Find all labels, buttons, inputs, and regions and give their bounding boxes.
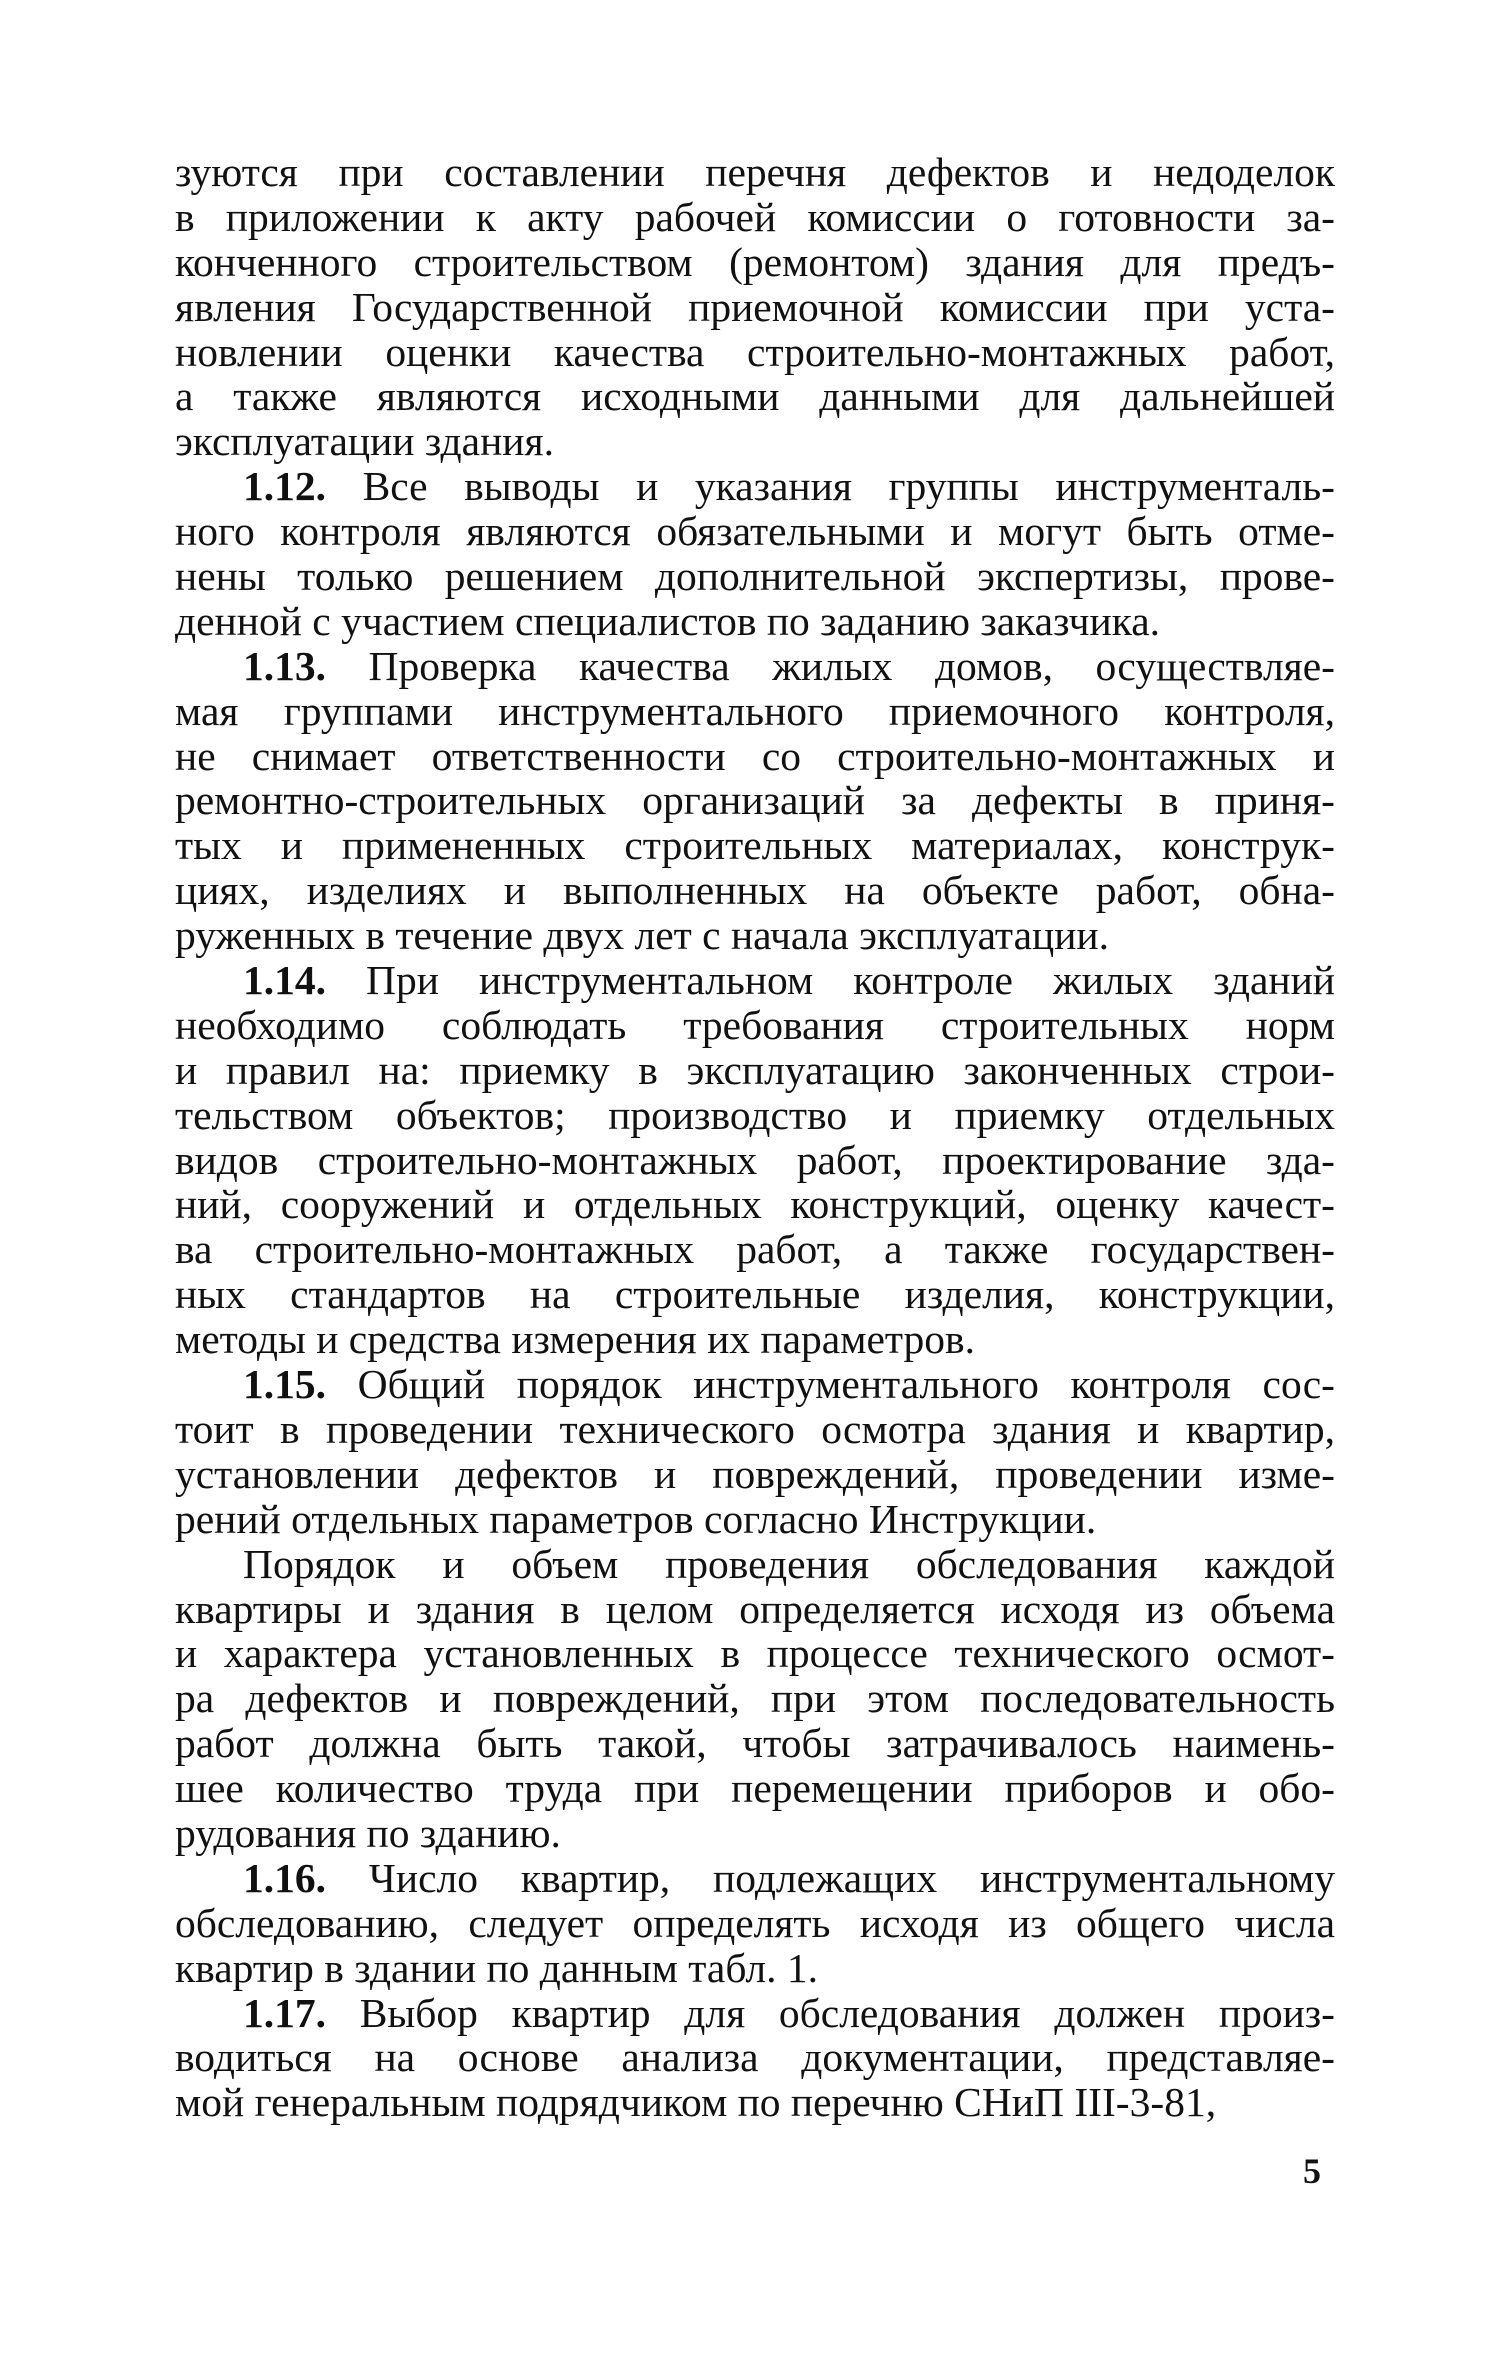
text-line (175, 689, 1335, 734)
line-text: и характера установленных в процессе технического осмот- (175, 1630, 1335, 1677)
text-line (175, 1721, 1335, 1766)
line-text: рудования по зданию. (175, 1809, 561, 1856)
text-line (175, 1991, 1335, 2036)
text-line (175, 1138, 1335, 1183)
text-line (175, 1003, 1335, 1048)
line-text: Все выводы и указания группы инструменталь- (326, 463, 1335, 510)
text-line (175, 554, 1335, 599)
line-text: ний, сооружений и отдельных конструкций, оценку качест- (175, 1181, 1335, 1228)
text-line (175, 958, 1335, 1003)
paragraph (175, 958, 1335, 1362)
line-text: Проверка качества жилых домов, осуществляе- (326, 642, 1335, 689)
text-line (175, 1946, 1335, 1991)
line-text: тельством объектов; производство и приемку отдельных (175, 1091, 1335, 1138)
line-text: квартир в здании по данным табл. 1. (175, 1944, 818, 1991)
line-text: новлении оценки качества строительно-монтажных работ, (175, 328, 1335, 375)
text-line (175, 1407, 1335, 1452)
text-line (175, 150, 1335, 195)
text-line (175, 1901, 1335, 1946)
paragraph (175, 1856, 1335, 1991)
line-text: Порядок и объем проведения обследования каждой (243, 1540, 1335, 1587)
paragraph (175, 150, 1335, 464)
text-line (175, 1811, 1335, 1856)
text-line (175, 195, 1335, 240)
text-line (175, 1856, 1335, 1901)
section-number: 1.14. (243, 957, 326, 1004)
paragraph (175, 644, 1335, 958)
line-text: Число квартир, подлежащих инструментальному (326, 1854, 1335, 1901)
line-text: квартиры и здания в целом определяется исходя из объема (175, 1585, 1335, 1632)
line-text: ва строительно-монтажных работ, а также государствен- (175, 1226, 1335, 1273)
text-line (175, 868, 1335, 913)
line-text: рений отдельных параметров согласно Инструкции. (175, 1495, 1097, 1542)
line-text: явления Государственной приемочной комиссии при уста- (175, 283, 1335, 330)
line-text: ных стандартов на строительные изделия, конструкции, (175, 1271, 1335, 1318)
line-text: а также являются исходными данными для дальнейшей (175, 373, 1335, 420)
text-line (175, 1676, 1335, 1721)
text-line (175, 330, 1335, 375)
line-text: тоит в проведении технического осмотра здания и квартир, (175, 1405, 1335, 1452)
text-line (175, 419, 1335, 464)
section-number: 1.12. (243, 463, 326, 510)
line-text: Выбор квартир для обследования должен произ- (326, 1989, 1335, 2036)
text-line (175, 1093, 1335, 1138)
text-line (175, 240, 1335, 285)
line-text: При инструментальном контроле жилых зданий (326, 957, 1335, 1004)
text-line (175, 599, 1335, 644)
text-line (175, 2080, 1335, 2125)
line-text: необходимо соблюдать требования строительных норм (175, 1001, 1335, 1048)
section-number: 1.13. (243, 642, 326, 689)
text-line (175, 1587, 1335, 1632)
line-text: ремонтно-строительных организаций за дефекты в приня- (175, 777, 1335, 824)
line-text: методы и средства измерения их параметров. (175, 1316, 976, 1363)
line-text: обследованию, следует определять исходя из общего числа (175, 1899, 1335, 1946)
body-text (175, 150, 1335, 2125)
line-text: не снимает ответственности со строительно-монтажных и (175, 732, 1335, 779)
text-line (175, 374, 1335, 419)
text-line (175, 509, 1335, 554)
paragraph (175, 1991, 1335, 2126)
text-line (175, 1497, 1335, 1542)
line-text: и правил на: приемку в эксплуатацию законченных строи- (175, 1046, 1335, 1093)
text-line (175, 1317, 1335, 1362)
text-line (175, 644, 1335, 689)
line-text: работ должна быть такой, чтобы затрачивалось наимень- (175, 1720, 1335, 1767)
line-text: водиться на основе анализа документации, представляе- (175, 2034, 1335, 2081)
line-text: конченного строительством (ремонтом) здания для предъ- (175, 238, 1335, 285)
text-line (175, 913, 1335, 958)
text-line (175, 2035, 1335, 2080)
text-line (175, 823, 1335, 868)
line-text: денной с участием специалистов по заданию заказчика. (175, 597, 1161, 644)
text-line (175, 1048, 1335, 1093)
line-text: нены только решением дополнительной экспертизы, прове- (175, 553, 1335, 600)
text-line (175, 1362, 1335, 1407)
text-line (175, 778, 1335, 823)
paragraph (175, 1542, 1335, 1856)
section-number: 1.17. (243, 1989, 326, 2036)
line-text: в приложении к акту рабочей комиссии о готовности за- (175, 193, 1335, 240)
text-line (175, 1631, 1335, 1676)
text-line (175, 285, 1335, 330)
line-text: тых и примененных строительных материалах, конструк- (175, 822, 1335, 869)
line-text: мая группами инструментального приемочного контроля, (175, 687, 1335, 734)
text-line (175, 1182, 1335, 1227)
text-line (175, 1542, 1335, 1587)
line-text: Общий порядок инструментального контроля сос- (326, 1361, 1335, 1408)
text-line (175, 734, 1335, 779)
page-number: 5 (1303, 2151, 1321, 2191)
line-text: мой генеральным подрядчиком по перечню СНиП III-3-81, (175, 2079, 1217, 2126)
text-line (175, 1766, 1335, 1811)
line-text: шее количество труда при перемещении приборов и обо- (175, 1765, 1335, 1812)
paragraph (175, 1362, 1335, 1542)
section-number: 1.15. (243, 1361, 326, 1408)
line-text: циях, изделиях и выполненных на объекте работ, обна- (175, 867, 1335, 914)
line-text: руженных в течение двух лет с начала эксплуатации. (175, 912, 1109, 959)
line-text: ного контроля являются обязательными и могут быть отме- (175, 508, 1335, 555)
line-text: видов строительно-монтажных работ, проектирование зда- (175, 1136, 1335, 1183)
line-text: эксплуатации здания. (175, 418, 554, 465)
line-text: зуются при составлении перечня дефектов и недоделок (175, 149, 1335, 195)
section-number: 1.16. (243, 1854, 326, 1901)
line-text: установлении дефектов и повреждений, проведении изме- (175, 1450, 1335, 1497)
line-text: ра дефектов и повреждений, при этом последовательность (175, 1675, 1335, 1722)
text-line (175, 464, 1335, 509)
paragraph (175, 464, 1335, 644)
text-line (175, 1272, 1335, 1317)
text-line (175, 1452, 1335, 1497)
text-line (175, 1227, 1335, 1272)
